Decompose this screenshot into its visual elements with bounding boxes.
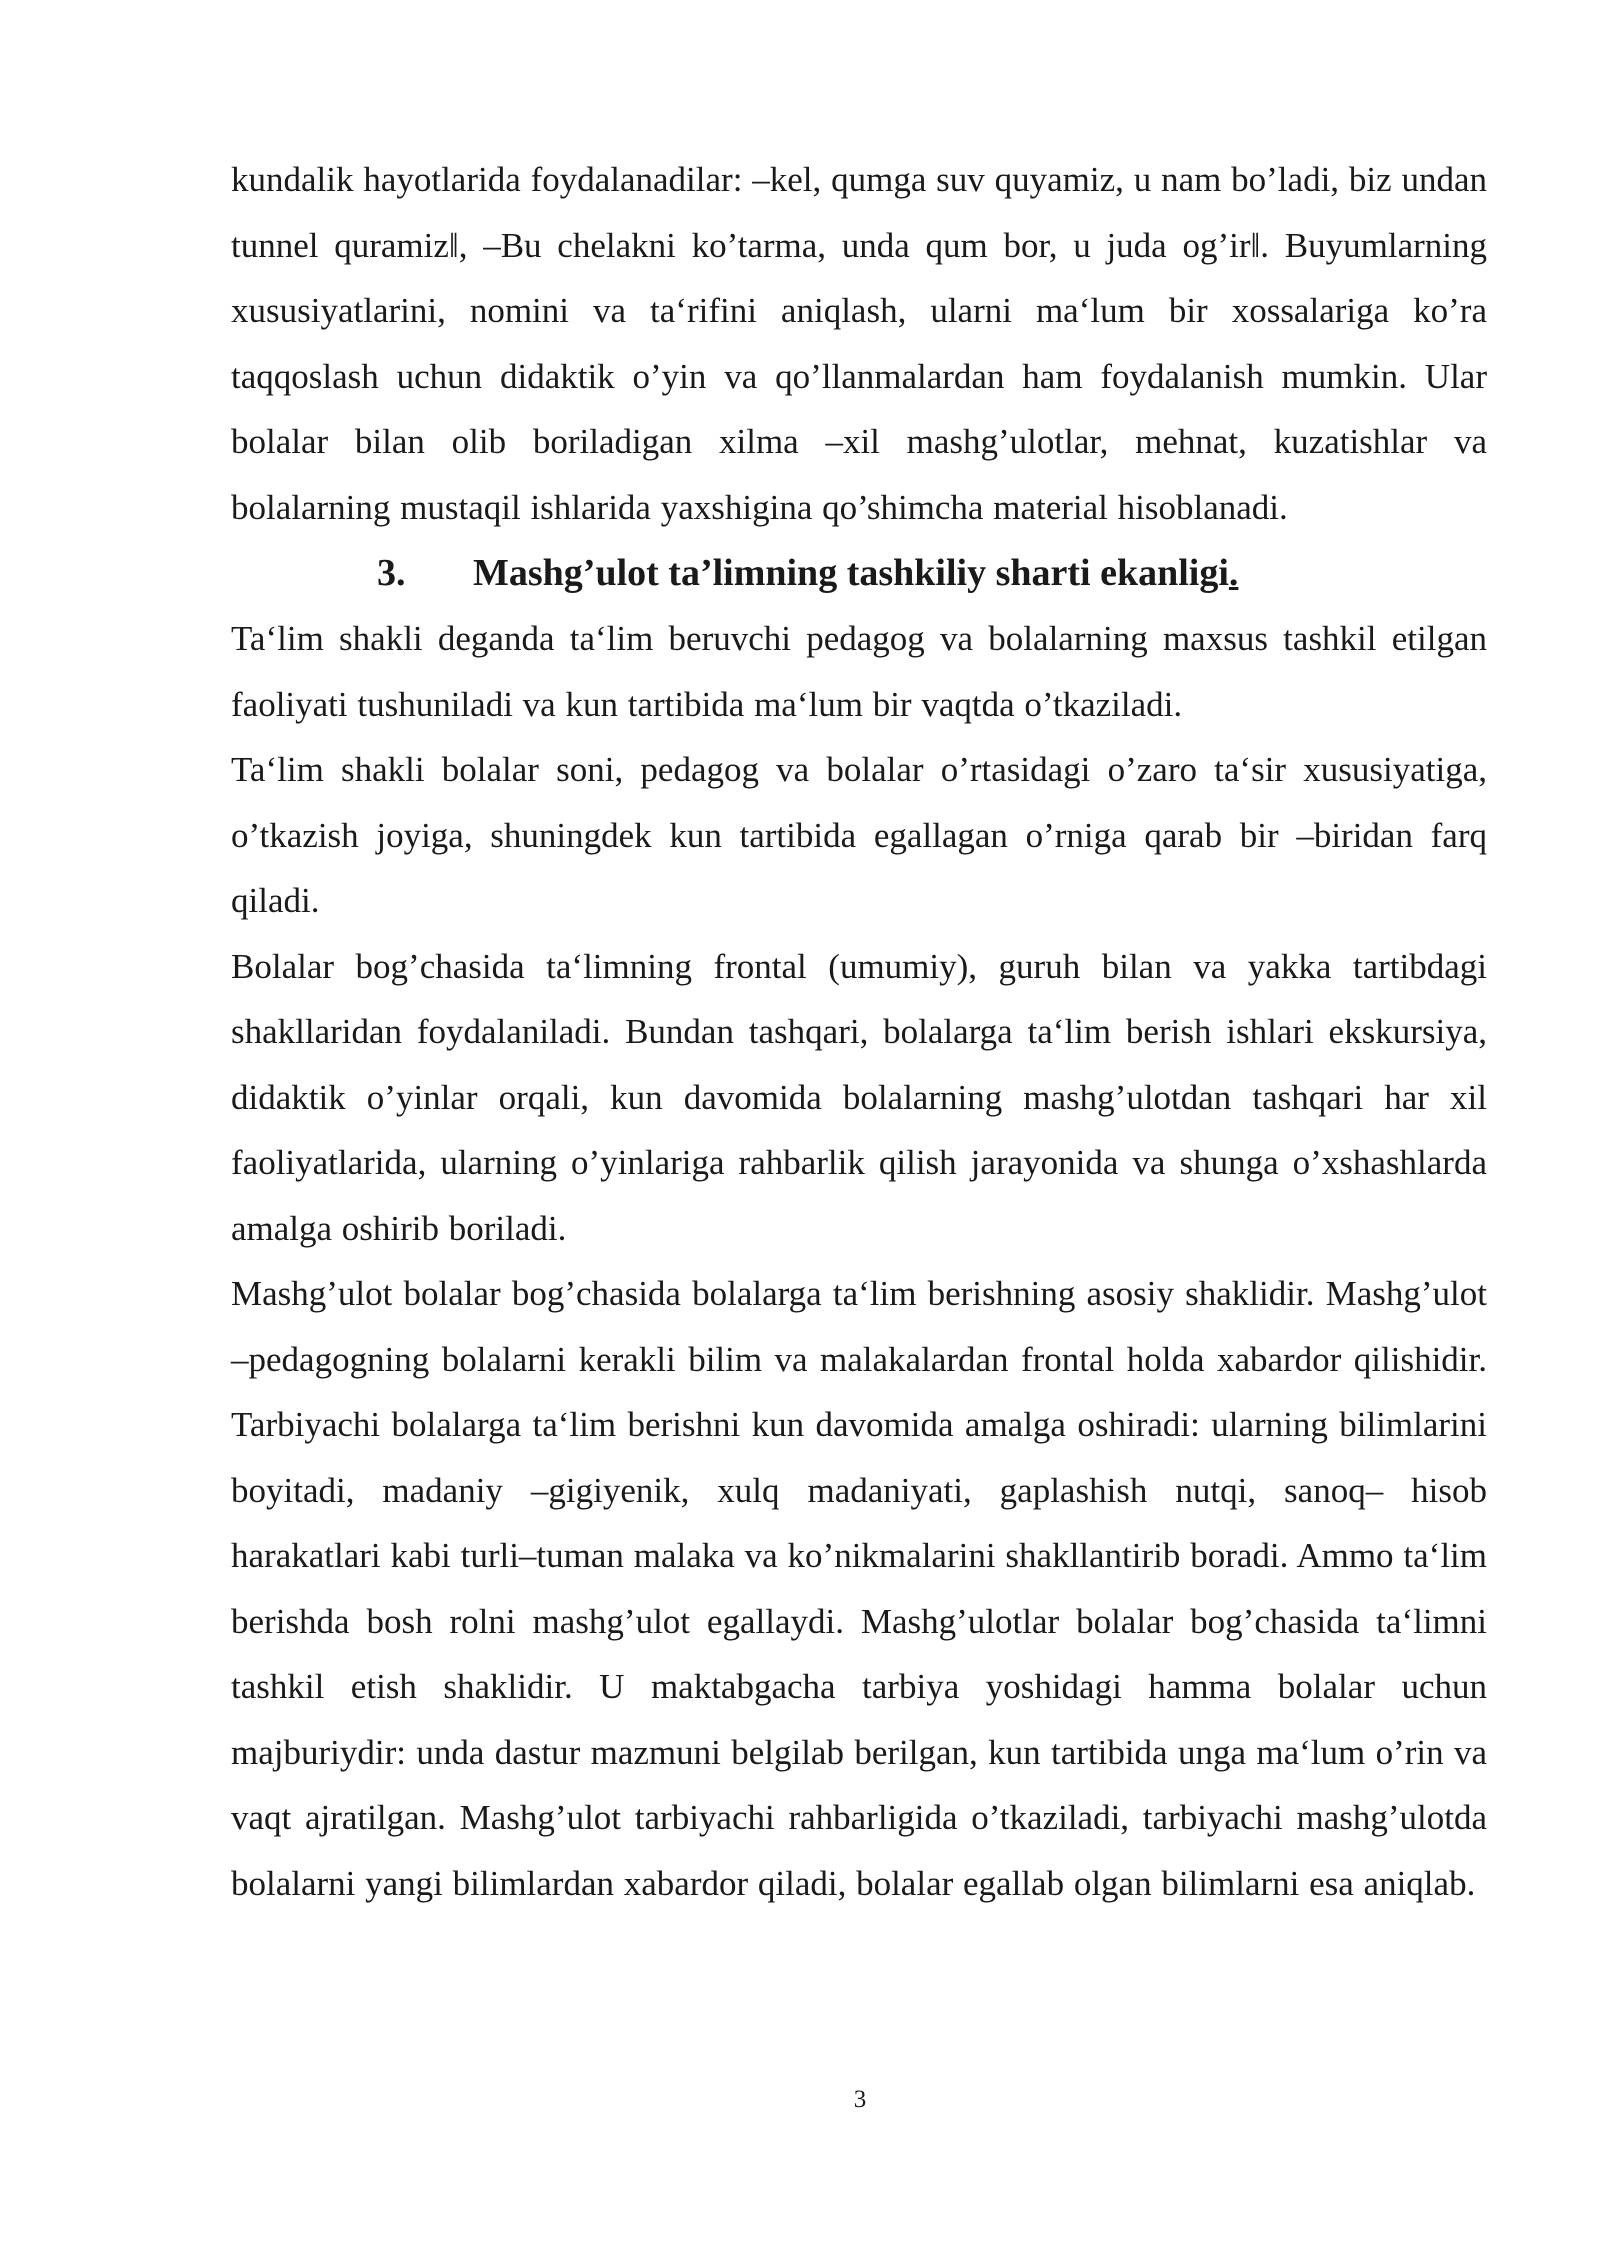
paragraph-definition: Ta‘lim shakli deganda ta‘lim beruvchi pedagog va bolalarning maxsus tashkil etilgan faoliyati tushuniladi va kun tartibida ma‘lum bir vaqtda o’tkaziladi. bbox=[231, 619, 1487, 724]
paragraph-forms: Ta‘lim shakli bolalar soni, pedagog va bolalar o’rtasidagi o’zaro ta‘sir xususiyatiga, o’tkazish joyiga, shuningdek kun tartibida egallagan o’rniga qarab bir –biridan farq qiladi. bbox=[231, 750, 1487, 920]
paragraph-lesson: Mashg’ulot bolalar bog’chasida bolalarga ta‘lim berishning asosiy shaklidir. Mashg’ulot –pedagogning bolalarni kerakli bilim va malakalardan frontal holda xabardor qilishidir. Tarbiyachi bolalarga ta‘lim berishni kun davomida amalga oshiradi: ularning bilimlarini boyitadi, madaniy –gigiyenik, xulq madaniyati, gaplashish nutqi, sanoq– hisob harakatlari kabi turli–tuman malaka va ko’nikmalarini shakllantirib boradi. Ammo ta‘lim berishda bosh rolni mashg’ulot egallaydi. Mashg’ulotlar bolalar bog’chasida ta‘limni tashkil etish shaklidir. U maktabgacha tarbiya yoshidagi hamma bolalar uchun majburiydir: unda dastur mazmuni belgilab berilgan, kun tartibida unga ma‘lum o’rin va vaqt ajratilgan. Mashg’ulot tarbiyachi rahbarligida o’tkaziladi, tarbiyachi mashg’ulotda bolalarni yangi bilimlardan xabardor qiladi, bolalar egallab olgan bilimlarni esa aniqlab. bbox=[231, 1274, 1487, 1903]
page-number: 3 bbox=[853, 2086, 867, 2113]
section-number: 3. bbox=[377, 552, 406, 594]
section-title-period: . bbox=[1228, 552, 1239, 594]
section-title: Mashg’ulot ta’limning tashkiliy sharti ekanligi bbox=[473, 552, 1229, 594]
document-page bbox=[231, 147, 1487, 1916]
paragraph-intro: kundalik hayotlarida foydalanadilar: ‒kel, qumga suv quyamiz, u nam bo’ladi, biz undan tunnel quramiz‖, ‒Bu chelakni ko’tarma, unda qum bor, u juda og’ir‖. Buyumlarning xususiyatlarini, nomini va ta‘rifini aniqlash, ularni ma‘lum bir xossalariga ko’ra taqqoslash uchun didaktik o’yin va qo’llanmalardan ham foydalanish mumkin. Ular bolalar bilan olib boriladigan xilma –xil mashg’ulotlar, mehnat, kuzatishlar va bolalarning mustaqil ishlarida yaxshigina qo’shimcha material hisoblanadi. bbox=[231, 160, 1487, 527]
section-heading bbox=[231, 540, 1487, 606]
paragraph-kindergarten: Bolalar bog’chasida ta‘limning frontal (umumiy), guruh bilan va yakka tartibdagi shakllaridan foydalaniladi. Bundan tashqari, bolalarga ta‘lim berish ishlari ekskursiya, didaktik o’yinlar orqali, kun davomida bolalarning mashg’ulotdan tashqari har xil faoliyatlarida, ularning o’yinlariga rahbarlik qilish jarayonida va shunga o’xshashlarda amalga oshirib boriladi. bbox=[231, 946, 1487, 1248]
